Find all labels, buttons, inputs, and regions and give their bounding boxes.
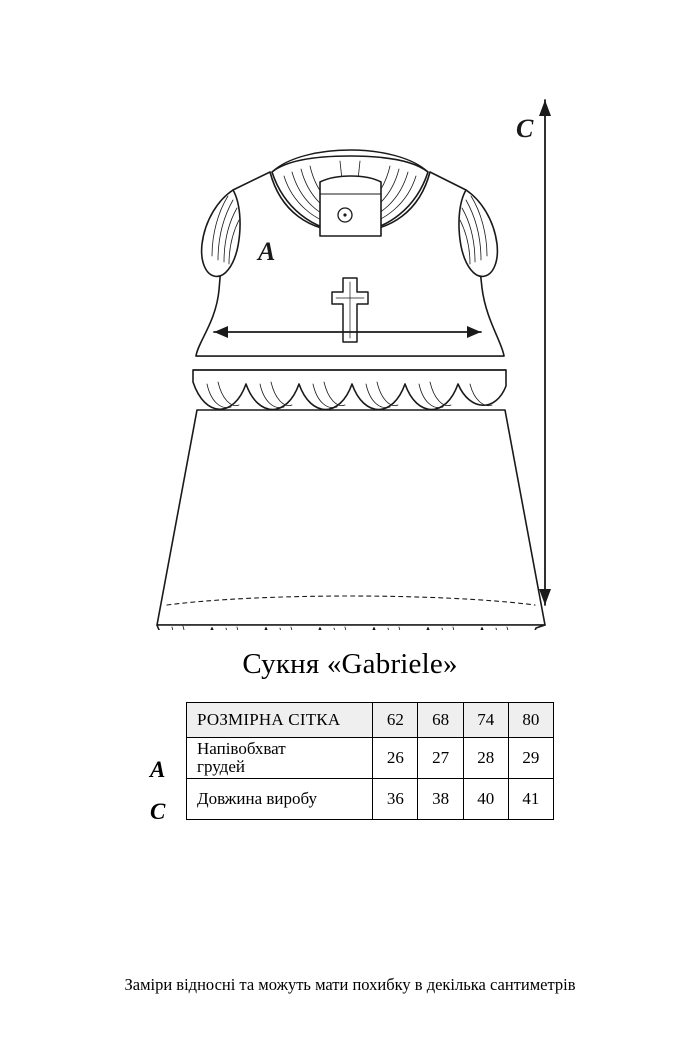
size-chart-label: РОЗМІРНА СІТКА [187, 703, 373, 738]
size-header-62: 62 [373, 703, 418, 738]
chest-value-74: 28 [463, 738, 508, 779]
size-header-80: 80 [508, 703, 553, 738]
size-header-74: 74 [463, 703, 508, 738]
chest-value-68: 27 [418, 738, 463, 779]
size-chart [186, 702, 554, 820]
table-row [187, 738, 554, 779]
marker-c-illustration: C [516, 114, 534, 143]
measurement-name-chest-line1: Напівобхват [197, 739, 286, 759]
size-table [186, 702, 554, 820]
chest-value-62: 26 [373, 738, 418, 779]
marker-a-illustration: A [258, 237, 276, 266]
disclaimer-note: Заміри відносні та можуть мати похибку в декілька сантиметрів [124, 975, 576, 994]
table-row [187, 779, 554, 820]
length-value-80: 41 [508, 779, 553, 820]
length-value-74: 40 [463, 779, 508, 820]
chest-value-80: 29 [508, 738, 553, 779]
page-title: Сукня «Gabriele» [242, 648, 458, 680]
dress-illustration [0, 60, 700, 630]
row-marker-a: A [150, 757, 166, 782]
measurement-name-chest-line2: грудей [197, 757, 245, 776]
length-value-68: 38 [418, 779, 463, 820]
row-marker-c: C [150, 799, 166, 824]
measurement-name-length: Довжина виробу [187, 779, 373, 820]
measurement-name-chest [187, 738, 373, 779]
length-value-62: 36 [373, 779, 418, 820]
size-header-68: 68 [418, 703, 463, 738]
table-header-row [187, 703, 554, 738]
